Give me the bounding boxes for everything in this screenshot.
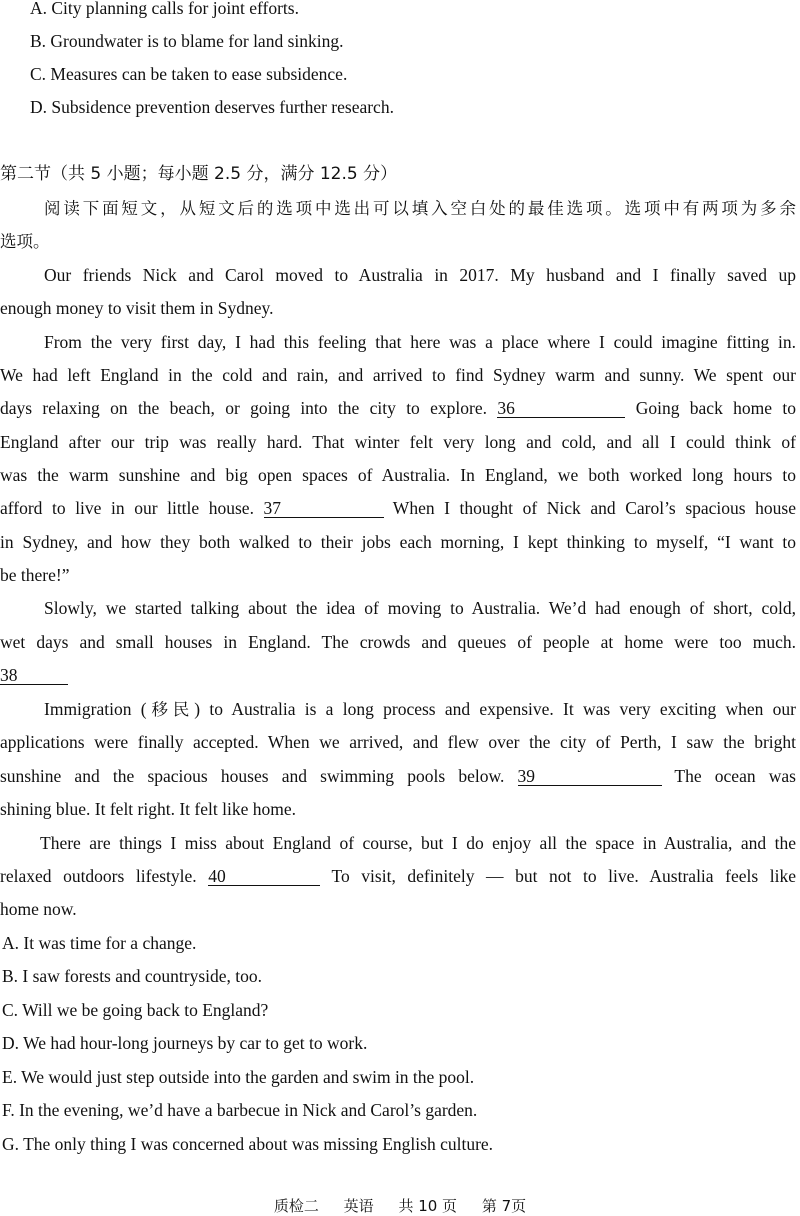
- choice-a: A. It was time for a change.: [2, 933, 197, 953]
- passage-p4-line-2: applications were finally accepted. When we arrived, and flew over the city of Perth, I saw the bright: [0, 732, 796, 752]
- passage-p2-line-5: was the warm sunshine and big open spaces of Australia. In England, we both worked long hours to: [0, 465, 796, 485]
- blank-37: 37: [264, 499, 384, 518]
- choice-f: F. In the evening, we’d have a barbecue in Nick and Carol’s garden.: [2, 1100, 478, 1120]
- passage-p2-line-4: England after our trip was really hard. That winter felt very long and cold, and all I could think of: [0, 432, 796, 452]
- passage-text: Going back home to: [635, 398, 796, 418]
- footer-exam: 质检二: [273, 1197, 319, 1215]
- footer-subject: 英语: [343, 1197, 374, 1215]
- footer-page-number: 第 7页: [481, 1197, 527, 1215]
- blank-39: 39: [518, 767, 662, 786]
- passage-text-chinese: 移民: [146, 700, 195, 719]
- passage-p2-line-2: We had left England in the cold and rain, and arrived to find Sydney warm and sunny. We spent our: [0, 365, 796, 385]
- choice-b: B. I saw forests and countryside, too.: [2, 966, 263, 986]
- passage-p2-line-8: be there!”: [0, 565, 70, 585]
- choice-c: C. Will we be going back to England?: [2, 1000, 269, 1020]
- passage-p1-line-1: Our friends Nick and Carol moved to Australia in 2017. My husband and I finally saved up: [44, 265, 796, 285]
- passage-p2-line-6: [0, 497, 796, 519]
- passage-p5-line-3: home now.: [0, 899, 77, 919]
- passage-p3-line-3: [0, 664, 68, 686]
- passage-p4-line-3: [0, 765, 796, 787]
- passage-p5-line-1: There are things I miss about England of course, but I do enjoy all the space in Australia, and the: [40, 833, 796, 853]
- choice-e: E. We would just step outside into the garden and swim in the pool.: [2, 1067, 475, 1087]
- choice-d: D. We had hour-long journeys by car to get to work.: [2, 1033, 368, 1053]
- passage-text: When I thought of Nick and Carol’s spacious house: [392, 498, 796, 518]
- passage-p2-line-1: From the very first day, I had this feeling that here was a place where I could imagine fitting in.: [44, 332, 796, 352]
- blank-36: 36: [497, 399, 625, 418]
- passage-text: Immigration (: [44, 699, 147, 719]
- passage-p3-line-1: Slowly, we started talking about the idea of moving to Australia. We’d had enough of short, cold,: [44, 598, 796, 618]
- instructions-line-2: 选项。: [0, 232, 50, 251]
- footer-total-pages: 共 10 页: [398, 1197, 458, 1215]
- passage-p2-line-3: [0, 397, 796, 419]
- passage-text: relaxed outdoors lifestyle.: [0, 866, 197, 886]
- passage-p1-line-2: enough money to visit them in Sydney.: [0, 298, 274, 318]
- passage-p4-line-4: shining blue. It felt right. It felt like home.: [0, 799, 296, 819]
- passage-text: The ocean was: [674, 766, 796, 786]
- prev-option-a: A. City planning calls for joint efforts.: [30, 0, 299, 18]
- passage-text: sunshine and the spacious houses and swimming pools below.: [0, 766, 505, 786]
- passage-p5-line-2: [0, 865, 796, 887]
- blank-40: 40: [208, 867, 320, 886]
- prev-option-b: B. Groundwater is to blame for land sinking.: [30, 31, 344, 51]
- prev-option-c: C. Measures can be taken to ease subsidence.: [30, 64, 348, 84]
- prev-option-d: D. Subsidence prevention deserves further research.: [30, 97, 394, 117]
- section-heading: 第二节（共 5 小题；每小题 2.5 分，满分 12.5 分）: [0, 164, 398, 184]
- passage-text: ) to Australia is a long process and expensive. It was very exciting when our: [194, 699, 796, 719]
- choice-g: G. The only thing I was concerned about was missing English culture.: [2, 1134, 494, 1154]
- passage-p3-line-2: wet days and small houses in England. The crowds and queues of people at home were too much.: [0, 632, 796, 652]
- instructions-line-1: 阅读下面短文，从短文后的选项中选出可以填入空白处的最佳选项。选项中有两项为多余: [44, 199, 796, 218]
- passage-text: To visit, definitely — but not to live. Australia feels like: [331, 866, 796, 886]
- blank-38: 38: [0, 666, 68, 685]
- passage-text: afford to live in our little house.: [0, 498, 254, 518]
- page-footer: [0, 1196, 800, 1216]
- passage-p2-line-7: in Sydney, and how they both walked to their jobs each morning, I kept thinking to myself, “I want to: [0, 532, 796, 552]
- passage-p4-line-1: [44, 698, 796, 721]
- passage-text: days relaxing on the beach, or going into the city to explore.: [0, 398, 487, 418]
